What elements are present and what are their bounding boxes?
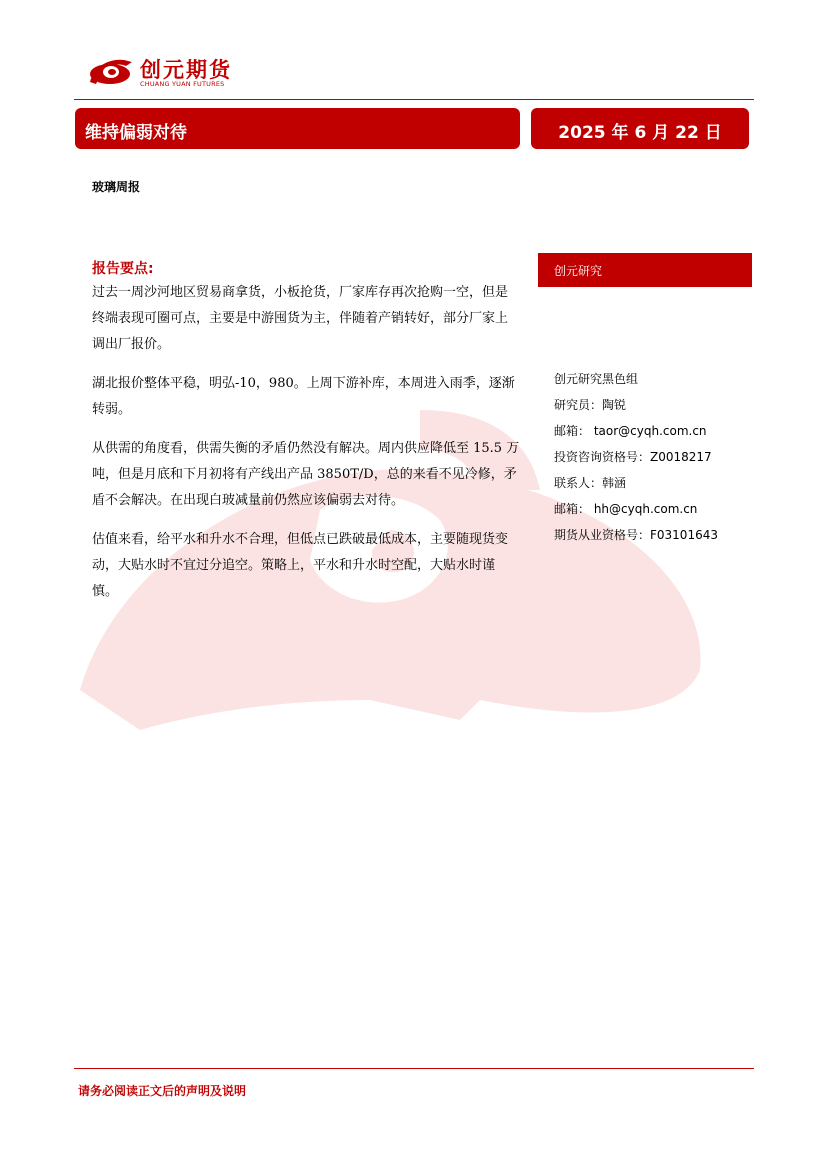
key-points-body [92, 280, 520, 618]
header-divider [74, 99, 754, 100]
report-title-bar [75, 108, 520, 149]
contact-line: 创元研究黑色组 [554, 372, 639, 386]
sidebar-header-label: 创元研究 [554, 264, 603, 278]
contact-line: 投资咨询资格号：Z0018217 [554, 450, 712, 464]
contact-email: 邮箱： hh@cyqh.com.cn [554, 502, 698, 516]
logo-text-en: CHUANG YUAN FUTURES [140, 80, 225, 88]
logo-mark-icon [88, 52, 134, 88]
report-date-bar [531, 108, 749, 149]
contact-email: 邮箱： taor@cyqh.com.cn [554, 424, 707, 438]
sidebar-header [538, 253, 752, 287]
report-date: 2025 年 6 月 22 日 [558, 123, 722, 143]
report-type: 玻璃周报 [92, 180, 141, 194]
paragraph: 从供需的角度看，供需失衡的矛盾仍然没有解决。周内供应降低至 15.5 万吨，但是月底和下月初将有产线出产品 3850T/D，总的来看不见冷修，矛盾不会解决。在出现白玻减量前仍然应该偏弱去对待。 [92, 441, 520, 508]
paragraph: 过去一周沙河地区贸易商拿货，小板抢货，厂家库存再次抢购一空，但是终端表现可圈可点，主要是中游囤货为主，伴随着产销转好，部分厂家上调出厂报价。 [92, 285, 509, 352]
company-logo [88, 50, 248, 92]
report-title: 维持偏弱对待 [85, 123, 187, 143]
key-points-heading: 报告要点: [92, 261, 154, 277]
contact-line: 联系人：韩涵 [554, 476, 627, 490]
paragraph: 估值来看，给平水和升水不合理，但低点已跌破最低成本，主要随现货变动，大贴水时不宜过分追空。策略上，平水和升水时空配，大贴水时谨慎。 [92, 532, 509, 599]
paragraph: 湖北报价整体平稳，明弘-10，980。上周下游补库，本周进入雨季，逐渐转弱。 [92, 376, 515, 417]
contact-line: 期货从业资格号：F03101643 [554, 528, 718, 542]
logo-text-cn: 创元期货 [140, 58, 232, 82]
contact-info [554, 366, 718, 548]
footer-disclaimer: 请务必阅读正文后的声明及说明 [78, 1084, 247, 1098]
contact-line: 研究员：陶锐 [554, 398, 627, 412]
footer-divider [74, 1068, 754, 1069]
